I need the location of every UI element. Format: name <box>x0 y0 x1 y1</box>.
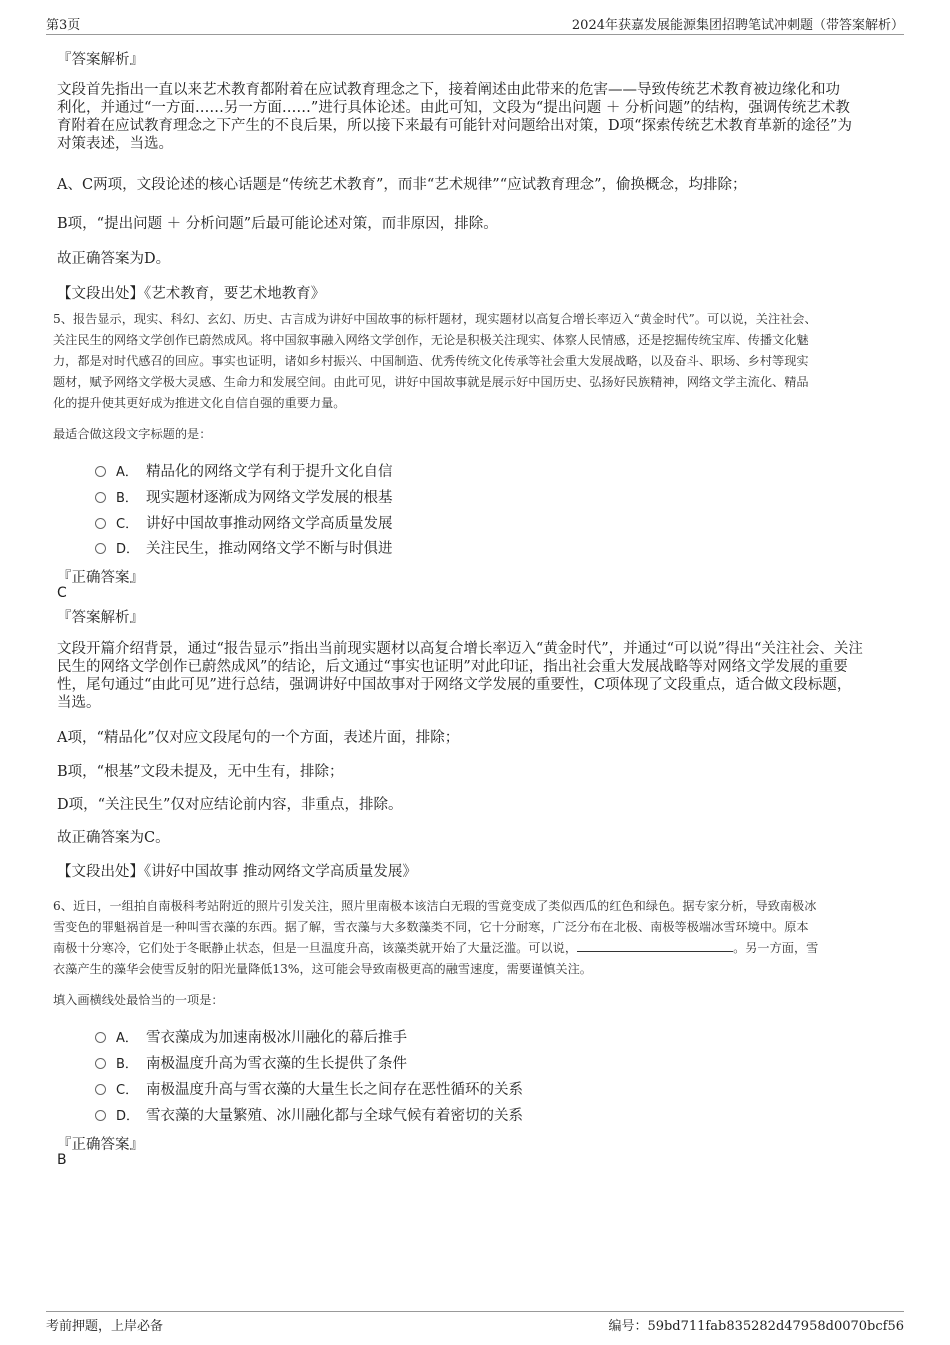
page-header <box>46 14 904 35</box>
text-line: 衣藻产生的藻华会使雪反射的阳光量降低13%，这可能会导致南极更高的融雪速度，需要谨慎关注。 <box>53 962 592 976</box>
radio-icon[interactable] <box>95 543 106 554</box>
q4-analysis-label: 『答案解析』 <box>57 52 144 68</box>
text-line: 性，尾句通过“由此可见”进行总结，强调讲好中国故事对于网络文学发展的重要性，C项体现了文段重点，适合做文段标题， <box>57 677 852 693</box>
q5-analysis-b: B项，“根基”文段未提及，无中生有，排除； <box>57 764 344 780</box>
q5-option-d[interactable]: D． 关注民生，推动网络文学不断与时俱进 <box>95 537 393 557</box>
q5-correct-label: 『正确答案』 <box>57 570 144 586</box>
q5-source: 【文段出处】《讲好中国故事 推动网络文学高质量发展》 <box>57 864 417 880</box>
footer-serial: 编号：59bd711fab835282d47958d0070bcf56 <box>608 1319 904 1334</box>
q5-analysis-d: D项，“关注民生”仅对应结论前内容，非重点，排除。 <box>57 797 403 813</box>
q4-analysis-paragraph <box>57 81 893 153</box>
radio-icon[interactable] <box>95 1058 106 1069</box>
footer-slogan: 考前押题，上岸必备 <box>46 1319 164 1334</box>
radio-icon[interactable] <box>95 492 106 503</box>
q6-option-b[interactable]: B． 南极温度升高为雪衣藻的生长提供了条件 <box>95 1052 407 1072</box>
fill-in-blank[interactable] <box>577 938 733 952</box>
text-line: 民生的网络文学创作已蔚然成风”的结论，后文通过“事实也证明”对此印证，指出社会重大发展战略等对网络文学发展的重要 <box>57 659 848 675</box>
q6-stem <box>53 896 893 980</box>
q4-source: 【文段出处】《艺术教育，要艺术地教育》 <box>57 286 326 302</box>
q6-option-a[interactable]: A． 雪衣藻成为加速南极冰川融化的幕后推手 <box>95 1026 407 1046</box>
q6-option-c[interactable]: C． 南极温度升高与雪衣藻的大量生长之间存在恶性循环的关系 <box>95 1078 523 1098</box>
q5-analysis-paragraph <box>57 640 893 712</box>
q6-option-d[interactable]: D． 雪衣藻的大量繁殖、冰川融化都与全球气候有着密切的关系 <box>95 1104 523 1124</box>
text-line: 题材，赋予网络文学极大灵感、生命力和发展空间。由此可见，讲好中国故事就是展示好中国历史、弘扬好民族精神，网络文学主流化、精品 <box>53 375 809 389</box>
q5-option-c[interactable]: C． 讲好中国故事推动网络文学高质量发展 <box>95 512 393 532</box>
text-line: 当选。 <box>57 695 101 711</box>
q5-option-a[interactable]: A． 精品化的网络文学有利于提升文化自信 <box>95 460 393 480</box>
radio-icon[interactable] <box>95 518 106 529</box>
q6-prompt: 填入画横线处最恰当的一项是： <box>53 993 224 1007</box>
q5-analysis-label: 『答案解析』 <box>57 610 144 626</box>
page-footer <box>46 1311 904 1334</box>
text-line: 5、报告显示，现实、科幻、玄幻、历史、古言成为讲好中国故事的标杆题材，现实题材以高复合增长率迈入“黄金时代”。可以说，关注社会、 <box>53 312 817 326</box>
text-line: 南极十分寒冷，它们处于冬眠静止状态，但是一旦温度升高，该藻类就开始了大量泛滥。可以说， 。另一方面，雪 <box>53 938 893 959</box>
q4-analysis-ac: A、C两项，文段论述的核心话题是“传统艺术教育”，而非“艺术规律”“应试教育理念”，偷换概念，均排除； <box>57 177 747 193</box>
q6-correct-label: 『正确答案』 <box>57 1137 144 1153</box>
radio-icon[interactable] <box>95 1084 106 1095</box>
q5-stem <box>53 309 893 414</box>
document-title: 2024年获嘉发展能源集团招聘笔试冲刺题（带答案解析） <box>571 18 904 33</box>
q4-analysis-b: B项，“提出问题 ＋ 分析问题”后最可能论述对策，而非原因，排除。 <box>57 216 498 232</box>
text-line: 化的提升使其更好成为推进文化自信自强的重要力量。 <box>53 396 346 410</box>
text-line: 利化，并通过“一方面……另一方面……”进行具体论述。由此可知，文段为“提出问题 ＋ 分析问题”的结构，强调传统艺术教 <box>57 100 850 116</box>
radio-icon[interactable] <box>95 466 106 477</box>
q5-conclusion: 故正确答案为C。 <box>57 830 170 846</box>
q5-option-b[interactable]: B． 现实题材逐渐成为网络文学发展的根基 <box>95 486 393 506</box>
text-line: 育附着在应试教育理念之下产生的不良后果，所以接下来最有可能针对问题给出对策，D项“探索传统艺术教育革新的途径”为 <box>57 118 852 134</box>
q4-conclusion: 故正确答案为D。 <box>57 251 171 267</box>
page-number: 第3页 <box>46 18 81 33</box>
radio-icon[interactable] <box>95 1032 106 1043</box>
text-line: 力，都是对时代感召的回应。事实也证明，诸如乡村振兴、中国制造、优秀传统文化传承等社会重大发展战略，以及奋斗、职场、乡村等现实 <box>53 354 809 368</box>
q6-correct-answer: B <box>57 1152 67 1168</box>
text-line: 文段首先指出一直以来艺术教育都附着在应试教育理念之下，接着阐述由此带来的危害——导致传统艺术教育被边缘化和功 <box>57 82 840 98</box>
radio-icon[interactable] <box>95 1110 106 1121</box>
text-line: 雪变色的罪魁祸首是一种叫雪衣藻的东西。据了解，雪衣藻与大多数藻类不同，它十分耐寒，广泛分布在北极、南极等极端冰雪环境中。原本 <box>53 920 809 934</box>
q5-correct-answer: C <box>57 585 67 601</box>
q5-prompt: 最适合做这段文字标题的是： <box>53 427 212 441</box>
text-line: 文段开篇介绍背景，通过“报告显示”指出当前现实题材以高复合增长率迈入“黄金时代”，并通过“可以说”得出“关注社会、关注 <box>57 641 863 657</box>
q5-analysis-a: A项，“精品化”仅对应文段尾句的一个方面，表述片面，排除； <box>57 730 460 746</box>
text-line: 关注民生的网络文学创作已蔚然成风。将中国叙事融入网络文学创作，无论是积极关注现实、体察人民情感，还是挖掘传统宝库、传播文化魅 <box>53 333 809 347</box>
text-line: 6、近日，一组拍自南极科考站附近的照片引发关注，照片里南极本该洁白无瑕的雪竟变成了类似西瓜的红色和绿色。据专家分析，导致南极冰 <box>53 899 817 913</box>
text-line: 对策表述，当选。 <box>57 136 173 152</box>
